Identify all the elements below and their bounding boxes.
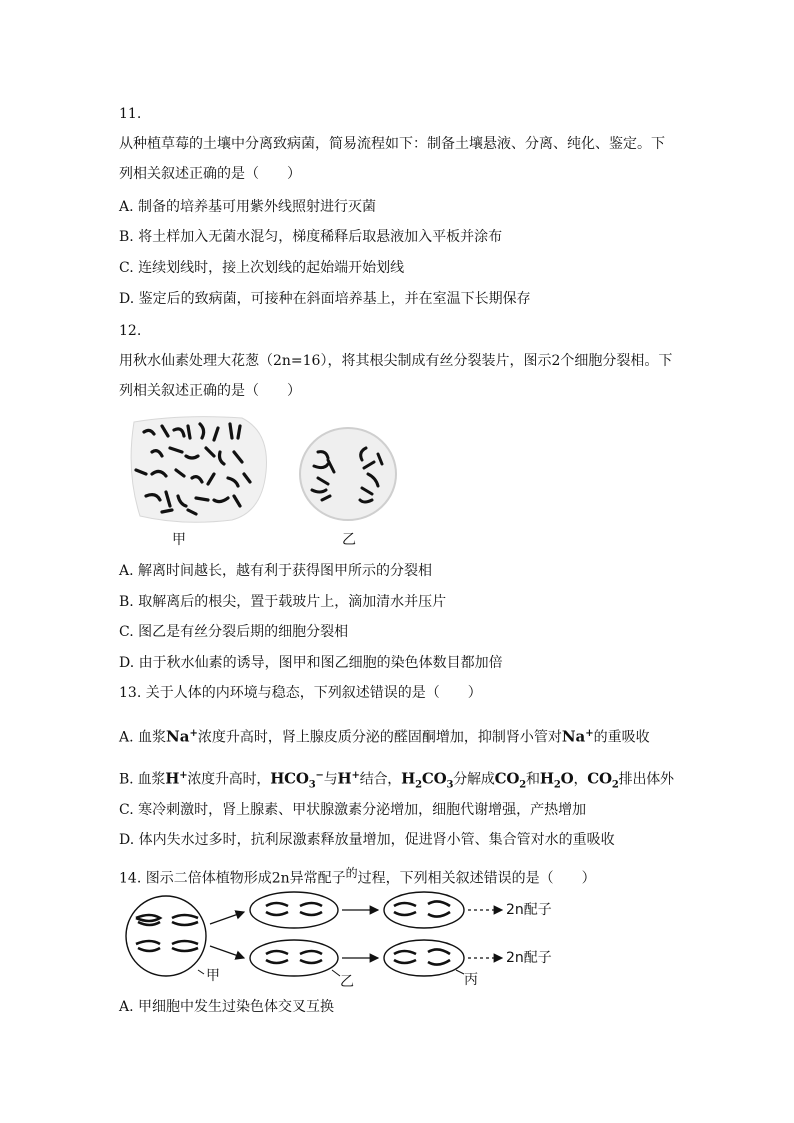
q11-stem-line1: 从种植草莓的土壤中分离致病菌，简易流程如下：制备土壤悬液、分离、纯化、鉴定。下 xyxy=(119,136,665,152)
q14-stem-de: 的 xyxy=(345,866,358,880)
q14-meiosis-diagram xyxy=(124,888,554,992)
q12-stem-line1: 用秋水仙素处理大花葱（2n=16），将其根尖制成有丝分裂装片，图示2个细胞分裂相。下 xyxy=(119,353,673,369)
q13-b-text6: 和 xyxy=(526,771,540,788)
q13-b-text5: 分解成 xyxy=(453,771,495,788)
hco3-charge: − xyxy=(315,770,324,781)
q12-number: 12. xyxy=(119,323,142,339)
gamete-label-top: 2n配子 xyxy=(506,902,552,918)
h2o-o: O xyxy=(560,769,574,788)
arrow-icon xyxy=(210,912,244,924)
q12-option-d: D. 由于秋水仙素的诱导，图甲和图乙细胞的染色体数目都加倍 xyxy=(119,655,503,671)
cell-jia-label: 甲 xyxy=(172,532,186,548)
hco3-symbol: HCO xyxy=(270,769,309,788)
co2-symbol-2: CO xyxy=(587,769,612,788)
q11-option-d: D. 鉴定后的致病菌，可接种在斜面培养基上，并在室温下长期保存 xyxy=(119,291,531,307)
na-ion-symbol-2: Na xyxy=(561,727,586,746)
arrow-icon xyxy=(210,946,244,958)
co2-sub: 2 xyxy=(519,779,527,791)
q12-stem-line2: 列相关叙述正确的是（ ） xyxy=(119,383,301,399)
h2co3-sub3: 3 xyxy=(446,779,454,791)
q11-option-c: C. 连续划线时，接上次划线的起始端开始划线 xyxy=(119,260,405,276)
cell-jia-image xyxy=(131,417,266,523)
q11-option-a: A. 制备的培养基可用紫外线照射进行灭菌 xyxy=(119,199,377,215)
q13-b-text8: 排出体外 xyxy=(618,771,674,788)
h2o-sub: 2 xyxy=(553,779,561,791)
cell-yi-label: 乙 xyxy=(342,532,356,548)
h2co3-co: CO xyxy=(421,769,447,788)
q13-b-text1: B. 血浆 xyxy=(119,771,166,788)
q12-option-c: C. 图乙是有丝分裂后期的细胞分裂相 xyxy=(119,624,349,640)
gamete-label-bottom: 2n配子 xyxy=(506,950,552,966)
q13-a-text1: A. 血浆 xyxy=(119,729,167,746)
cell-yi-top xyxy=(250,892,338,928)
h-ion-symbol: H xyxy=(165,769,180,788)
q11-number: 11. xyxy=(119,106,142,122)
q13-option-b xyxy=(119,766,674,795)
q11-option-b: B. 将土样加入无菌水混匀，梯度稀释后取悬液加入平板并涂布 xyxy=(119,229,503,245)
q13-a-text2: 浓度升高时，肾上腺皮质分泌的醛固酮增加，抑制肾小管对 xyxy=(197,729,562,746)
na-ion-charge-2: + xyxy=(585,728,594,739)
h-ion-charge: + xyxy=(179,770,188,781)
q13-option-a xyxy=(119,724,650,748)
q14-stem-part1: 14. 图示二倍体植物形成2n异常配子 xyxy=(119,870,346,887)
q14-stem xyxy=(119,863,596,889)
cell-jia xyxy=(126,896,206,976)
h-ion-symbol-2: H xyxy=(337,769,352,788)
h2co3-sub2: 2 xyxy=(415,779,422,791)
cell-bing-label: 丙 xyxy=(464,972,478,988)
na-ion-symbol: Na xyxy=(166,727,190,746)
q13-b-text2: 浓度升高时， xyxy=(187,771,271,788)
q13-b-text4: 结合， xyxy=(359,771,402,788)
h2o-h: H xyxy=(539,769,554,788)
q13-a-text3: 的重吸收 xyxy=(593,729,650,746)
q13-stem: 13. 关于人体的内环境与稳态，下列叙述错误的是（ ） xyxy=(119,685,482,701)
cell-yi-bottom xyxy=(250,940,340,976)
cell-yi-label: 乙 xyxy=(340,974,354,990)
q13-b-text7: ， xyxy=(573,771,588,788)
hco3-subscript: 3 xyxy=(308,779,316,791)
cell-jia-label: 甲 xyxy=(206,968,220,984)
q13-option-c: C. 寒冷刺激时，肾上腺素、甲状腺激素分泌增加，细胞代谢增强，产热增加 xyxy=(119,802,587,818)
cell-bing-bottom xyxy=(384,940,464,976)
q13-option-d: D. 体内失水过多时，抗利尿激素释放量增加，促进肾小管、集合管对水的重吸收 xyxy=(119,832,615,848)
co2-symbol: CO xyxy=(494,769,520,788)
h-ion-charge-2: + xyxy=(351,770,360,781)
q14-stem-part2: 过程，下列相关叙述错误的是（ ） xyxy=(357,870,596,887)
q12-option-b: B. 取解离后的根尖，置于载玻片上，滴加清水并压片 xyxy=(119,594,447,610)
co2-sub-2: 2 xyxy=(611,779,619,791)
q13-b-text3: 与 xyxy=(323,771,338,788)
na-ion-charge: + xyxy=(189,728,198,739)
q12-cell-figure xyxy=(122,412,422,548)
cell-bing-top xyxy=(384,892,464,928)
q11-stem-line2: 列相关叙述正确的是（ ） xyxy=(119,166,301,182)
cell-yi-image xyxy=(300,428,396,520)
h2co3-h: H xyxy=(401,769,416,788)
q14-option-a: A. 甲细胞中发生过染色体交叉互换 xyxy=(119,999,335,1015)
q12-option-a: A. 解离时间越长，越有利于获得图甲所示的分裂相 xyxy=(119,563,433,579)
